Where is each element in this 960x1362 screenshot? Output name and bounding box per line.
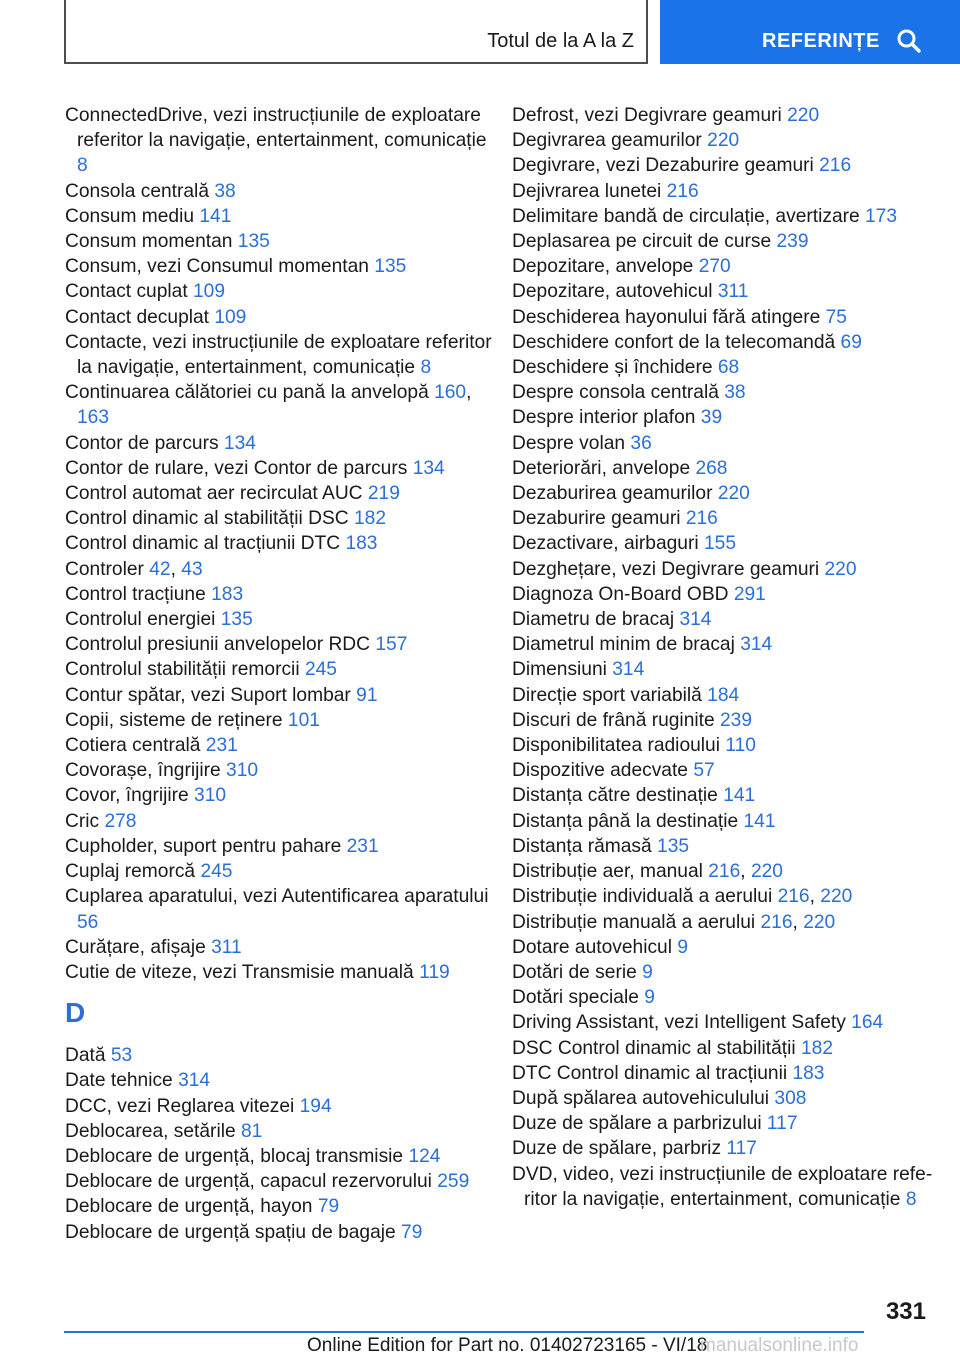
index-entry-term: Curățare, afișaje [65,936,206,958]
index-entry [512,355,942,380]
footer-edition: Online Edition for Part no. 01402723165 - VI/18 [307,1335,708,1356]
section-letter-d: D [65,997,86,1029]
index-entry [65,179,495,204]
index-entry-term: Deblocare de urgență, capacul rezervorului [65,1171,432,1193]
index-entry-term: Cotiera centrală [65,735,201,757]
index-entry [512,1010,942,1035]
index-entry-term: Dezactivare, airbaguri [512,533,699,555]
page-reference-link[interactable]: 220 [717,483,750,505]
index-entry [512,1086,942,1111]
index-entry-term: Dispozitive adecvate [512,760,688,782]
index-entry-term: Deschidere și închidere [512,357,713,379]
page-reference-link[interactable]: 231 [346,835,379,857]
index-entry-term: Depozitare, anvelope [512,256,694,278]
index-entry: Distribuție individuală a aerului 216, 220 [512,886,853,908]
page-reference-link[interactable]: 216 [819,155,852,177]
page-reference-link[interactable]: 219 [367,483,400,505]
index-entry [65,1119,495,1144]
index-entry [65,330,495,380]
page-reference-link[interactable]: 216 [666,180,699,202]
index-entry [65,582,495,607]
index-entry-term: Deblocare de urgență spațiu de bagaje [65,1221,396,1243]
page-reference-link[interactable]: 42 [149,558,171,580]
page-reference-link[interactable]: 163 [77,407,110,429]
index-entry-term: Direcție sport variabilă [512,684,702,706]
index-entry [65,809,495,834]
index-entry [512,935,942,960]
index-entry [512,783,942,808]
page-reference-link[interactable]: 245 [200,861,233,883]
index-entry [65,456,495,481]
page-reference-link[interactable]: 109 [214,306,247,328]
index-entry [512,531,942,556]
page-reference-link[interactable]: 239 [719,709,752,731]
index-entry-term: Defrost, vezi Degivrare geamuri [512,105,782,126]
index-entry-term: Date tehnice [65,1070,173,1092]
page-reference-link[interactable]: 291 [733,583,766,605]
page-number: 331 [885,1298,926,1325]
index-entry [512,380,942,405]
index-entry: Distribuție aer, manual 216, 220 [512,861,783,883]
page-reference-link[interactable]: 68 [717,357,740,379]
index-entry [512,153,942,178]
page-reference-link[interactable]: 157 [375,634,408,656]
index-entry-term: Distanța către destinație [512,785,718,807]
index-entry [512,405,942,430]
index-entry [512,758,942,783]
page-reference-link[interactable]: 164 [851,1012,884,1034]
index-entry [65,204,495,229]
index-entry [65,607,495,632]
index-entry-term: Degivrarea geamurilor [512,130,702,152]
index-entry [65,960,495,985]
index-entry-term: Cuplaj remorcă [65,861,196,883]
page-reference-link[interactable]: 141 [743,810,776,832]
index-entry-term: DCC, vezi Reglarea vitezei [65,1095,295,1117]
index-entry [65,103,495,179]
index-entry-term: Despre consola centrală [512,382,719,404]
index-entry [65,531,495,556]
section-label: REFERINȚE [762,30,880,52]
page-reference-link[interactable]: 53 [110,1045,133,1067]
index-entry [512,330,942,355]
page-reference-link[interactable]: 183 [345,533,378,555]
index-entry-term: Cutie de viteze, vezi Transmisie manuală [65,961,414,983]
page-reference-link[interactable]: 216 [685,508,718,530]
index-entry-term: Dezaburirea geamurilor [512,483,713,505]
index-entry [65,431,495,456]
index-entry [65,506,495,531]
index-entry [512,809,942,834]
index-entry-term: Disponibilitatea radioului [512,735,720,757]
index-entry-term: Depozitare, autovehicul [512,281,713,303]
index-entry-term: Cric [65,810,100,832]
index-entry-term: Distribuție aer, manual [512,861,703,883]
footer-divider [64,1331,864,1333]
index-entry-term: După spălarea autovehiculului [512,1087,770,1109]
index-entry [512,657,942,682]
page-reference-link[interactable]: 182 [801,1037,834,1059]
index-entry: Distribuție manuală a aerului 216, 220 [512,911,836,933]
index-entry-term: Covorașe, îngrijire [65,760,221,782]
index-entry-term: Control dinamic al tracțiunii DTC [65,533,341,555]
index-entry [65,279,495,304]
index-entry [512,431,942,456]
index-entry-term: Consola centrală [65,180,209,202]
index-entry-term: DVD, video, vezi instrucțiunile de exploatare referitor la navigație, entertainment, comunicație [512,1163,933,1210]
page-reference-link[interactable]: 79 [401,1221,423,1243]
index-entry-term: Cupholder, suport pentru pahare [65,835,342,857]
page-reference-link[interactable]: 9 [644,987,655,1009]
index-entry [512,254,942,279]
page-reference-link[interactable]: 135 [374,256,407,278]
index-entry [512,128,942,153]
index-entry [512,1162,942,1212]
page-reference-link[interactable]: 8 [77,155,88,177]
index-entry: Controler 42, 43 [65,558,203,580]
page-reference-link[interactable]: 314 [612,659,645,681]
index-entry-term: Deplasarea pe circuit de curse [512,231,772,253]
index-entry [65,708,495,733]
index-entry [65,884,495,934]
index-entry-term: Contact cuplat [65,281,188,303]
page-reference-link[interactable]: 220 [820,886,853,908]
index-entry-term: Distanța până la destinație [512,810,739,832]
page-reference-link[interactable]: 141 [199,205,232,227]
index-entry [65,657,495,682]
index-entry-term: Deblocare de urgență, blocaj transmisie [65,1145,404,1167]
index-entry-term: Distanța rămasă [512,835,652,857]
index-entry [65,683,495,708]
page-reference-link[interactable]: 110 [725,735,756,757]
index-entry [512,279,942,304]
index-entry [512,305,942,330]
index-entry [512,103,942,128]
page-reference-link[interactable]: 220 [824,558,857,580]
page-reference-link[interactable]: 56 [77,911,99,933]
index-entry-term: Controlul energiei [65,609,216,631]
index-entry [512,582,942,607]
index-entry-term: Duze de spălare, parbriz [512,1138,722,1160]
page-reference-link[interactable]: 91 [356,684,378,706]
search-icon[interactable] [896,28,922,54]
index-entry-term: Controlul presiunii anvelopelor RDC [65,634,371,656]
index-entry-term: Dotări de serie [512,961,637,983]
index-entry-term: Copii, sisteme de reținere [65,709,283,731]
index-entry [512,481,942,506]
index-entry [512,960,942,985]
page-reference-link[interactable]: 311 [717,281,749,303]
index-entry-term: Dimensiuni [512,659,607,681]
index-entry [512,456,942,481]
index-entry-term: Delimitare bandă de circulație, avertizare [512,205,860,227]
index-entry [65,1194,495,1219]
index-entry [512,834,942,859]
page-reference-link[interactable]: 216 [760,911,793,933]
page-reference-link[interactable]: 220 [707,130,740,152]
page-reference-link[interactable]: 220 [803,911,836,933]
page-reference-link[interactable]: 183 [211,583,244,605]
index-entry-term: Discuri de frână ruginite [512,709,715,731]
page-reference-link[interactable]: 314 [740,634,773,656]
page-reference-link[interactable]: 259 [437,1171,470,1193]
index-entry [512,1036,942,1061]
index-entry-term: Control automat aer recirculat AUC [65,483,363,505]
page-reference-link[interactable]: 311 [211,936,242,958]
index-entry-term: Continuarea călătoriei cu pană la anvelopă [65,382,429,404]
index-entry [65,758,495,783]
index-entry-term: Contacte, vezi instrucțiunile de exploatare referitor la navigație, entertainment, comunicație [65,331,492,379]
page-reference-link[interactable]: 308 [774,1087,807,1109]
index-entry-term: Deteriorări, anvelope [512,457,691,479]
page-reference-link[interactable]: 270 [698,256,731,278]
index-entry-term: Controlul stabilității remorcii [65,659,300,681]
index-entry-term: DSC Control dinamic al stabilității [512,1037,796,1059]
index-entry [65,859,495,884]
page-reference-link[interactable]: 245 [304,659,337,681]
page-reference-link[interactable]: 184 [707,684,740,706]
header-title-tab [64,0,648,64]
index-entry-term: Consum momentan [65,231,233,253]
index-entry [65,1169,495,1194]
page-reference-link[interactable]: 314 [178,1070,211,1092]
index-entry-term: DTC Control dinamic al tracțiunii [512,1062,788,1084]
index-entry-term: Cuplarea aparatului, vezi Autentificarea aparatului [65,886,489,908]
index-entry-term: Dată [65,1045,106,1067]
index-entry [65,733,495,758]
page-reference-link[interactable]: 216 [777,886,810,908]
index-entry-term: Consum, vezi Consumul momentan [65,256,369,278]
index-entry [65,1043,495,1068]
index-entry-term: Diametru de bracaj [512,609,675,631]
index-entry-term: Dotări speciale [512,987,639,1009]
header-title: Totul de la A la Z [487,30,634,52]
index-entry-term: Control tracțiune [65,583,206,605]
index-column-right [512,103,942,1212]
index-entry-term: Dejivrarea lunetei [512,180,662,202]
index-entry [65,783,495,808]
page-reference-link[interactable]: 220 [750,861,783,883]
page-reference-link[interactable]: 268 [695,457,728,479]
page-reference-link[interactable]: 124 [408,1145,441,1167]
page-reference-link[interactable]: 194 [299,1095,332,1117]
page-reference-link[interactable]: 117 [726,1138,757,1160]
index-entry-term: Diametrul minim de bracaj [512,634,735,656]
index-column-left [65,103,495,1245]
index-entry-term: Despre volan [512,432,626,454]
index-entry [65,254,495,279]
index-entry [512,1136,942,1161]
index-entry [512,708,942,733]
index-entry [65,305,495,330]
index-entry-term: Dotare autovehicul [512,936,672,958]
index-entry-term: Duze de spălare a parbrizului [512,1113,762,1135]
index-entry [512,557,942,582]
index-entry-term: Deschiderea hayonului fără atingere [512,306,821,328]
index-entry-term: Despre interior plafon [512,407,696,429]
index-entry [512,733,942,758]
page-reference-link[interactable]: 239 [776,231,809,253]
page-reference-link[interactable]: 36 [630,432,652,454]
page-reference-link[interactable]: 39 [700,407,723,429]
index-entry-term: Contor de parcurs [65,432,219,454]
page-reference-link[interactable]: 310 [226,760,259,782]
page-reference-link[interactable]: 81 [241,1120,263,1142]
index-entry-term: Diagnoza On-Board OBD [512,583,729,605]
page-reference-link[interactable]: 183 [792,1062,825,1084]
index-entry-term: Contor de rulare, vezi Contor de parcurs [65,457,408,479]
index-entry-term: Contact decuplat [65,306,209,328]
index-list-d-continued [512,103,942,1212]
page-reference-link[interactable]: 173 [865,205,898,227]
page-reference-link[interactable]: 69 [840,331,862,353]
header-section-tab[interactable] [660,0,960,64]
page-reference-link[interactable]: 43 [181,558,203,580]
index-entry-term: Covor, îngrijire [65,785,189,807]
page-reference-link[interactable]: 155 [703,533,736,555]
page-reference-link[interactable]: 9 [677,936,689,958]
page-reference-link[interactable]: 8 [420,357,432,379]
page-reference-link[interactable]: 38 [724,382,746,404]
page-reference-link[interactable]: 57 [693,760,715,782]
page-reference-link[interactable]: 216 [708,861,741,883]
page-reference-link[interactable]: 134 [223,432,256,454]
index-entry [65,1068,495,1093]
index-entry-term: Dezghețare, vezi Degivrare geamuri [512,558,820,580]
page-reference-link[interactable]: 278 [104,810,137,832]
index-entry [65,935,495,960]
index-entry [512,1061,942,1086]
index-entry [65,632,495,657]
page-reference-link[interactable]: 117 [766,1113,798,1135]
index-entry [512,179,942,204]
index-entry-term: Deblocarea, setările [65,1120,236,1142]
page-reference-link[interactable]: 38 [214,180,236,202]
index-entry [512,632,942,657]
page-reference-link[interactable]: 135 [657,835,690,857]
page-reference-link[interactable]: 310 [194,785,227,807]
footer-watermark: manualsonline.info [700,1335,859,1356]
page-reference-link[interactable]: 134 [412,457,445,479]
page-reference-link[interactable]: 141 [723,785,756,807]
page-reference-link[interactable]: 231 [205,735,238,757]
page-reference-link[interactable]: 75 [825,306,847,328]
page-reference-link[interactable]: 220 [787,105,820,126]
index-entry-term: Distribuție manuală a aerului [512,911,756,933]
page-reference-link[interactable]: 135 [220,609,253,631]
index-entry-term: Driving Assistant, vezi Intelligent Safety [512,1012,846,1034]
index-entry [512,683,942,708]
page-reference-link[interactable]: 119 [419,961,450,983]
page-reference-link[interactable]: 314 [679,609,712,631]
index-entry [65,229,495,254]
index-list-d [65,1043,495,1245]
index-entry-term: Contur spătar, vezi Suport lombar [65,684,351,706]
index-entry [512,607,942,632]
index-entry-term: Consum mediu [65,205,195,227]
index-entry [65,481,495,506]
page-reference-link[interactable]: 79 [317,1196,340,1218]
index-entry-term: Deblocare de urgență, hayon [65,1196,313,1218]
page-reference-link[interactable]: 109 [193,281,226,303]
index-entry [512,204,942,229]
page-reference-link[interactable]: 9 [642,961,653,983]
page-reference-link[interactable]: 8 [905,1188,917,1210]
index-entry [512,985,942,1010]
index-entry [65,1220,495,1245]
index-entry [512,1111,942,1136]
index-entry [65,1094,495,1119]
index-entry-term: Distribuție individuală a aerului [512,886,773,908]
index-entry [512,506,942,531]
index-entry [512,229,942,254]
page-reference-link[interactable]: 101 [287,709,320,731]
index-entry: Continuarea călătoriei cu pană la anvelopă 160, 163 [65,382,472,429]
index-entry-term: Deschidere confort de la telecomandă [512,331,836,353]
page-reference-link[interactable]: 182 [354,508,387,530]
index-entry [65,1144,495,1169]
index-entry-term: Degivrare, vezi Dezaburire geamuri [512,155,814,177]
page-reference-link[interactable]: 160 [434,382,467,404]
index-entry-term: Dezaburire geamuri [512,508,681,530]
index-list-c [65,103,495,985]
index-entry [65,834,495,859]
page-reference-link[interactable]: 135 [237,231,270,253]
index-entry-term: Controler [65,558,144,580]
index-entry-term: ConnectedDrive, vezi instrucțiunile de exploatare referitor la navigație, entertainment, comunicație [65,105,487,152]
index-entry-term: Control dinamic al stabilității DSC [65,508,349,530]
